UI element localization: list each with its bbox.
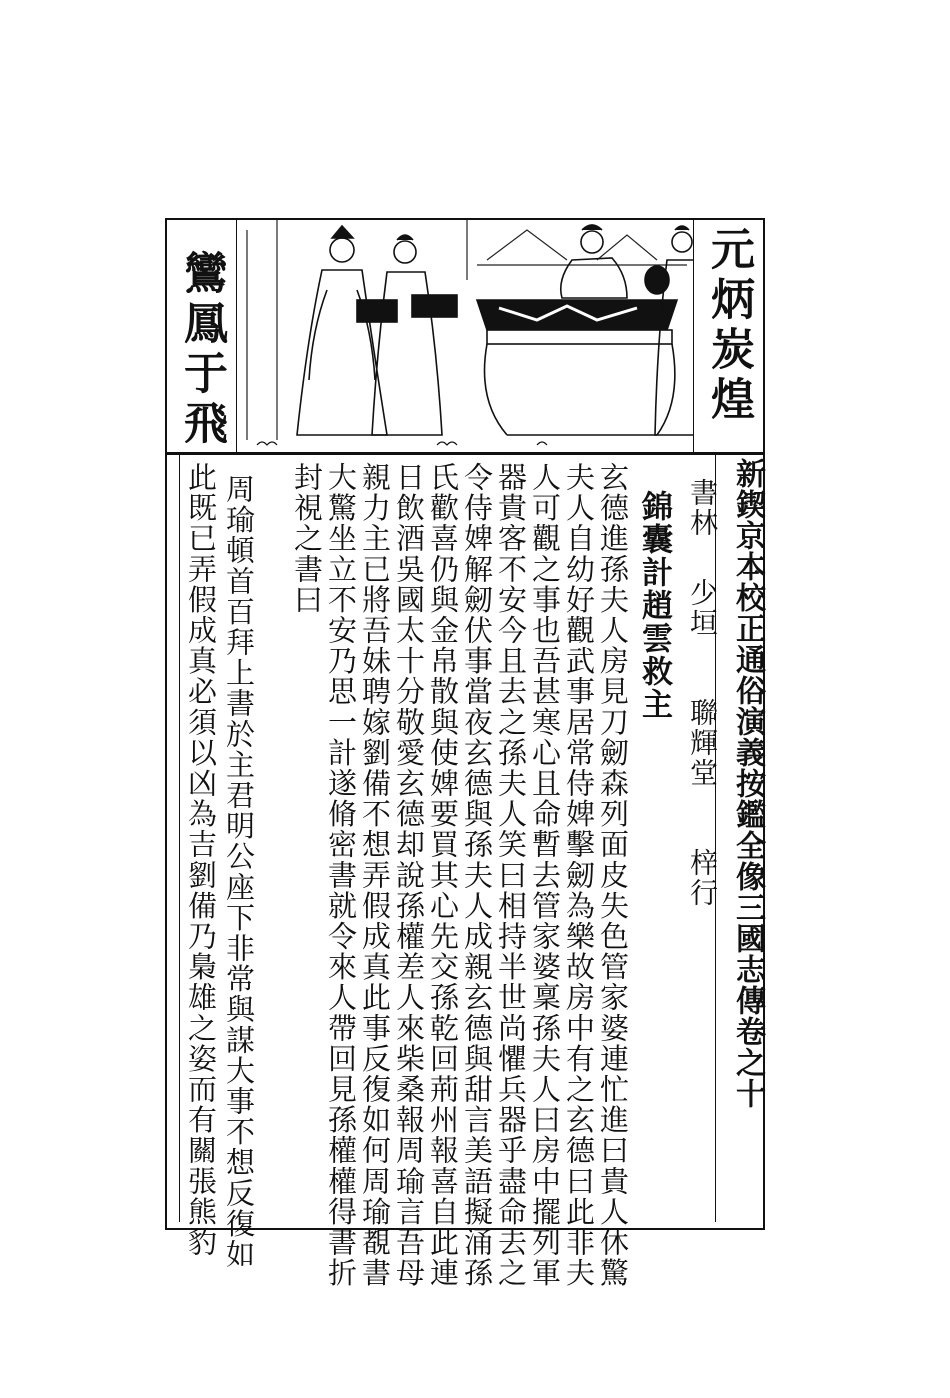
- text-column: 封視之書曰: [290, 462, 324, 615]
- text-column: 玄德進孫夫人房見刀劒森列面皮失色管家婆連忙進曰貴人休驚: [596, 462, 630, 1289]
- text-column: 夫人自幼好觀武事居常侍婢擊劒為樂故房中有之玄德曰此非夫: [562, 462, 596, 1289]
- text-column: 人可觀之事也吾甚寒心且命暫去管家婆稟孫夫人曰房中擺列軍: [528, 462, 562, 1289]
- illustration-caption-strip-left: [167, 220, 237, 452]
- illustration-caption-strip-right: [693, 220, 763, 452]
- woodblock-illustration: [167, 220, 763, 455]
- publisher-bookshop: 書林: [686, 478, 719, 538]
- text-column-letter: 周瑜頓首百拜上書於主君明公座下非常與謀大事不想反復如: [222, 474, 256, 1270]
- text-column: 親力主已將吾妹聘嫁劉備不想弄假成真此事反復如何周瑜覩書: [358, 462, 392, 1289]
- publisher-hall: 聯輝堂: [686, 698, 719, 788]
- banquet-table: [477, 300, 677, 435]
- text-column: 器貴客不安今且去之孫夫人笑曰相持半世尚懼兵器乎盡命去之: [494, 462, 528, 1289]
- text-column-letter: 此既已弄假成真必須以凶為吉劉備乃梟雄之姿而有關張熊豹: [184, 462, 218, 1258]
- figure-seated: [561, 225, 627, 298]
- chapter-title: 錦囊計趙雲救主: [636, 490, 672, 721]
- illustration-caption-right: 元炳炭煌: [703, 226, 754, 426]
- publisher-printed: 梓行: [686, 848, 719, 908]
- book-page: [165, 218, 765, 1289]
- column-rule: [715, 452, 716, 1222]
- illustration-caption-left: 鸞鳳于飛: [176, 250, 227, 450]
- publisher-name: 少垣: [686, 578, 719, 638]
- text-column: 日飲酒吳國太十分敬愛玄德却說孫權差人來柴桑報周瑜言吾母: [392, 462, 426, 1289]
- text-column: 令侍婢解劒伏事當夜玄德與孫夫人成親玄德與甜言美語擬涌孫: [460, 462, 494, 1289]
- running-title: 新鍥京本校正通俗演義按鑑全像三國志傳卷之十: [730, 458, 765, 1109]
- text-column: 氏歡喜仍與金帛散與使婢要買其心先交孫乾回荊州報喜自此連: [426, 462, 460, 1289]
- column-rule: [179, 452, 180, 1222]
- text-body: [167, 452, 765, 1289]
- text-column: 大驚坐立不安乃思一計遂脩密書就令來人帶回見孫權權得書折: [324, 462, 358, 1289]
- palace-scene-drawing: [237, 220, 697, 452]
